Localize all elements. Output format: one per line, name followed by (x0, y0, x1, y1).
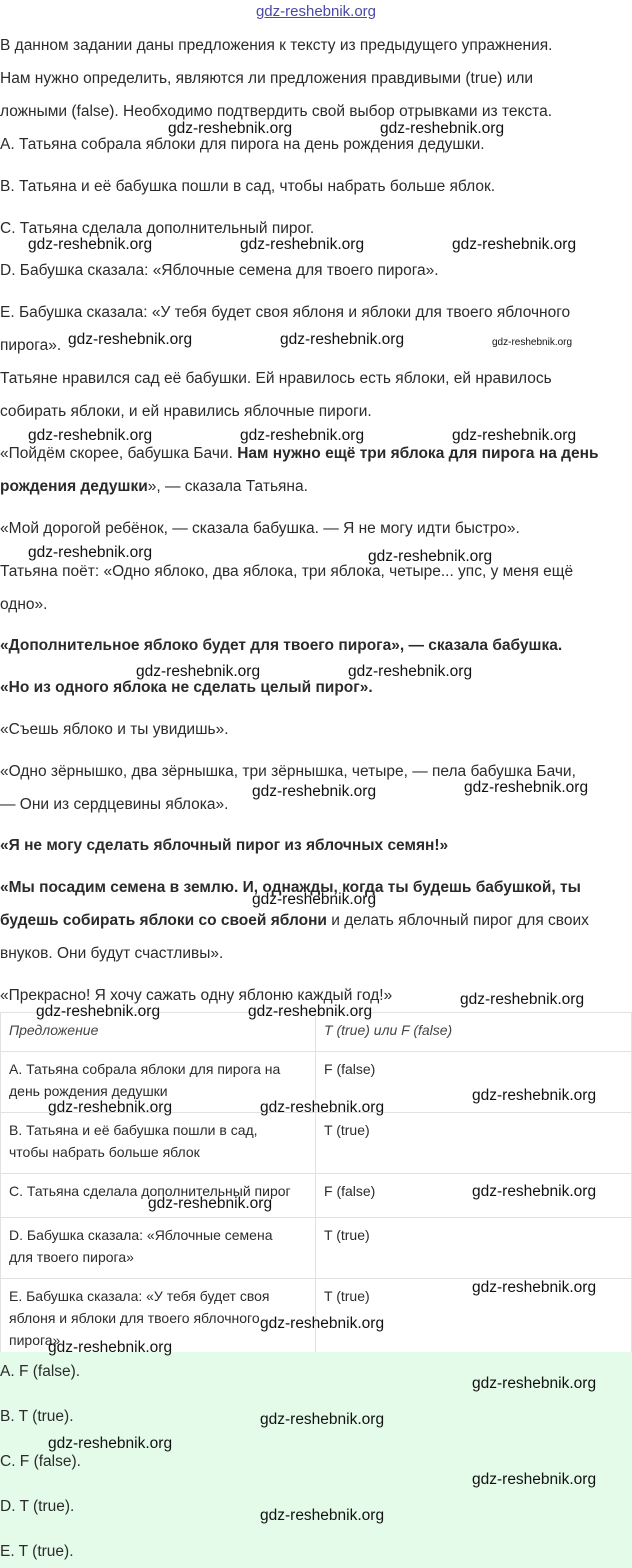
watermark: gdz-reshebnik.org (260, 1099, 385, 1116)
row-text-line: для твоего пирога» (9, 1249, 134, 1265)
watermark: gdz-reshebnik.org (248, 1003, 373, 1020)
watermark: gdz-reshebnik.org (28, 544, 153, 561)
watermark: gdz-reshebnik.org (452, 427, 577, 444)
story-p3: «Мой дорогой ребёнок, — сказала бабушка. — Я не могу идти быстро». (0, 520, 520, 537)
watermark: gdz-reshebnik.org (28, 427, 153, 444)
intro-line-2: Нам нужно определить, являются ли предложения правдивыми (true) или (0, 70, 534, 87)
watermark: gdz-reshebnik.org (68, 331, 193, 348)
story-p2-bold-2: рождения дедушки (0, 478, 148, 495)
story-p7: «Съешь яблоко и ты увидишь». (0, 721, 229, 738)
answer-c: C. F (false). (0, 1453, 81, 1470)
table-cell-value: T (true) (316, 1113, 632, 1174)
row-text-line: C. Татьяна сделала дополнительный пирог (9, 1183, 291, 1199)
row-text-line: A. Татьяна собрала яблоки для пирога на (9, 1061, 281, 1077)
row-text-line: яблоня и яблоки для твоего яблочного (9, 1310, 260, 1326)
statement-c: C. Татьяна сделала дополнительный пирог. (0, 220, 315, 237)
watermark: gdz-reshebnik.org (168, 120, 293, 137)
watermark: gdz-reshebnik.org (348, 663, 473, 680)
table-header-statement: Предложение (1, 1013, 316, 1052)
story-p2-bold-1: Нам нужно ещё три яблока для пирога на день (237, 445, 599, 462)
intro-line-3: ложными (false). Необходимо подтвердить свой выбор отрывками из текста. (0, 103, 553, 120)
watermark: gdz-reshebnik.org (492, 337, 573, 348)
watermark: gdz-reshebnik.org (36, 1003, 161, 1020)
row-text-line: чтобы набрать больше яблок (9, 1144, 200, 1160)
watermark: gdz-reshebnik.org (48, 1339, 173, 1356)
watermark: gdz-reshebnik.org (472, 1279, 597, 1296)
watermark: gdz-reshebnik.org (28, 236, 153, 253)
table-cell-value: T (true) (316, 1218, 632, 1279)
watermark: gdz-reshebnik.org (240, 427, 365, 444)
row-text-line: B. Татьяна и её бабушка пошли в сад, (9, 1122, 258, 1138)
row-text-line: E. Бабушка сказала: «У тебя будет своя (9, 1288, 270, 1304)
table-cell-statement (1, 1113, 316, 1174)
table-row (1, 1113, 632, 1174)
answer-a: A. F (false). (0, 1363, 81, 1380)
table-row (1, 1218, 632, 1279)
story-p2-start: «Пойдём скорее, бабушка Бачи. (0, 445, 238, 462)
watermark: gdz-reshebnik.org (452, 236, 577, 253)
watermark: gdz-reshebnik.org (48, 1099, 173, 1116)
statement-e-line-2: пирога». (0, 337, 62, 354)
story-p2-end: », — сказала Татьяна. (147, 478, 308, 495)
story-p5: «Дополнительное яблоко будет для твоего пирога», — сказала бабушка. (0, 637, 563, 654)
story-p10-line-1: «Мы посадим семена в землю. И, однажды, когда ты будешь бабушкой, ты (0, 879, 581, 896)
table-cell-value: T (true) (316, 1279, 632, 1363)
watermark: gdz-reshebnik.org (472, 1375, 597, 1392)
watermark: gdz-reshebnik.org (260, 1315, 385, 1332)
story-p11: «Прекрасно! Я хочу сажать одну яблоню каждый год!» (0, 987, 393, 1004)
site-title-link[interactable]: gdz-reshebnik.org (255, 3, 377, 20)
watermark: gdz-reshebnik.org (368, 548, 493, 565)
answer-d: D. T (true). (0, 1498, 75, 1515)
story-p8-line-2: — Они из сердцевины яблока». (0, 796, 229, 813)
watermark: gdz-reshebnik.org (260, 1507, 385, 1524)
intro-line-1: В данном задании даны предложения к тексту из предыдущего упражнения. (0, 37, 553, 54)
story-p4-line-2: одно». (0, 596, 48, 613)
watermark: gdz-reshebnik.org (460, 991, 585, 1008)
watermark: gdz-reshebnik.org (136, 663, 261, 680)
watermark: gdz-reshebnik.org (240, 236, 365, 253)
statement-d: D. Бабушка сказала: «Яблочные семена для твоего пирога». (0, 262, 439, 279)
story-p2-line-2 (0, 470, 628, 504)
table-cell-value: F (false) (316, 1174, 632, 1218)
story-p10-line-2 (0, 904, 628, 938)
table-header-tf: T (true) или F (false) (316, 1013, 632, 1052)
table-cell-statement (1, 1218, 316, 1279)
answer-e: E. T (true). (0, 1543, 74, 1560)
story-p8-line-1: «Одно зёрнышко, два зёрнышка, три зёрнышка, четыре, — пела бабушка Бачи, (0, 763, 576, 780)
story-p6: «Но из одного яблока не сделать целый пирог». (0, 679, 373, 696)
story-p10-bold-2: будешь собирать яблоки со своей яблони (0, 912, 327, 929)
watermark: gdz-reshebnik.org (148, 1195, 273, 1212)
watermark: gdz-reshebnik.org (464, 779, 589, 796)
table-cell-value: F (false) (316, 1052, 632, 1113)
watermark: gdz-reshebnik.org (260, 1411, 385, 1428)
watermark: gdz-reshebnik.org (472, 1183, 597, 1200)
statement-b: B. Татьяна и её бабушка пошли в сад, чтобы набрать больше яблок. (0, 178, 496, 195)
story-p10-end: и делать яблочный пирог для своих (326, 912, 589, 929)
watermark: gdz-reshebnik.org (252, 891, 377, 908)
watermark: gdz-reshebnik.org (380, 120, 505, 137)
story-p10-line-3: внуков. Они будут счастливы». (0, 945, 224, 962)
statement-e-line-1: E. Бабушка сказала: «У тебя будет своя яблоня и яблоки для твоего яблочного (0, 304, 571, 321)
story-p9: «Я не могу сделать яблочный пирог из яблочных семян!» (0, 837, 449, 854)
row-text-line: день рождения дедушки (9, 1083, 168, 1099)
story-p4-line-1: Татьяна поёт: «Одно яблоко, два яблока, три яблока, четыре... упс, у меня ещё (0, 563, 574, 580)
row-text-line: пирога» (9, 1332, 61, 1348)
watermark: gdz-reshebnik.org (252, 783, 377, 800)
watermark: gdz-reshebnik.org (472, 1087, 597, 1104)
answer-b: B. T (true). (0, 1408, 74, 1425)
story-p1-line-2: собирать яблоки, и ей нравились яблочные пироги. (0, 403, 372, 420)
story-p1-line-1: Татьяне нравился сад её бабушки. Ей нравилось есть яблоки, ей нравилось (0, 370, 552, 387)
statement-a: A. Татьяна собрала яблоки для пирога на день рождения дедушки. (0, 136, 485, 153)
row-text-line: D. Бабушка сказала: «Яблочные семена (9, 1227, 273, 1243)
watermark: gdz-reshebnik.org (472, 1471, 597, 1488)
watermark: gdz-reshebnik.org (48, 1435, 173, 1452)
watermark: gdz-reshebnik.org (280, 331, 405, 348)
